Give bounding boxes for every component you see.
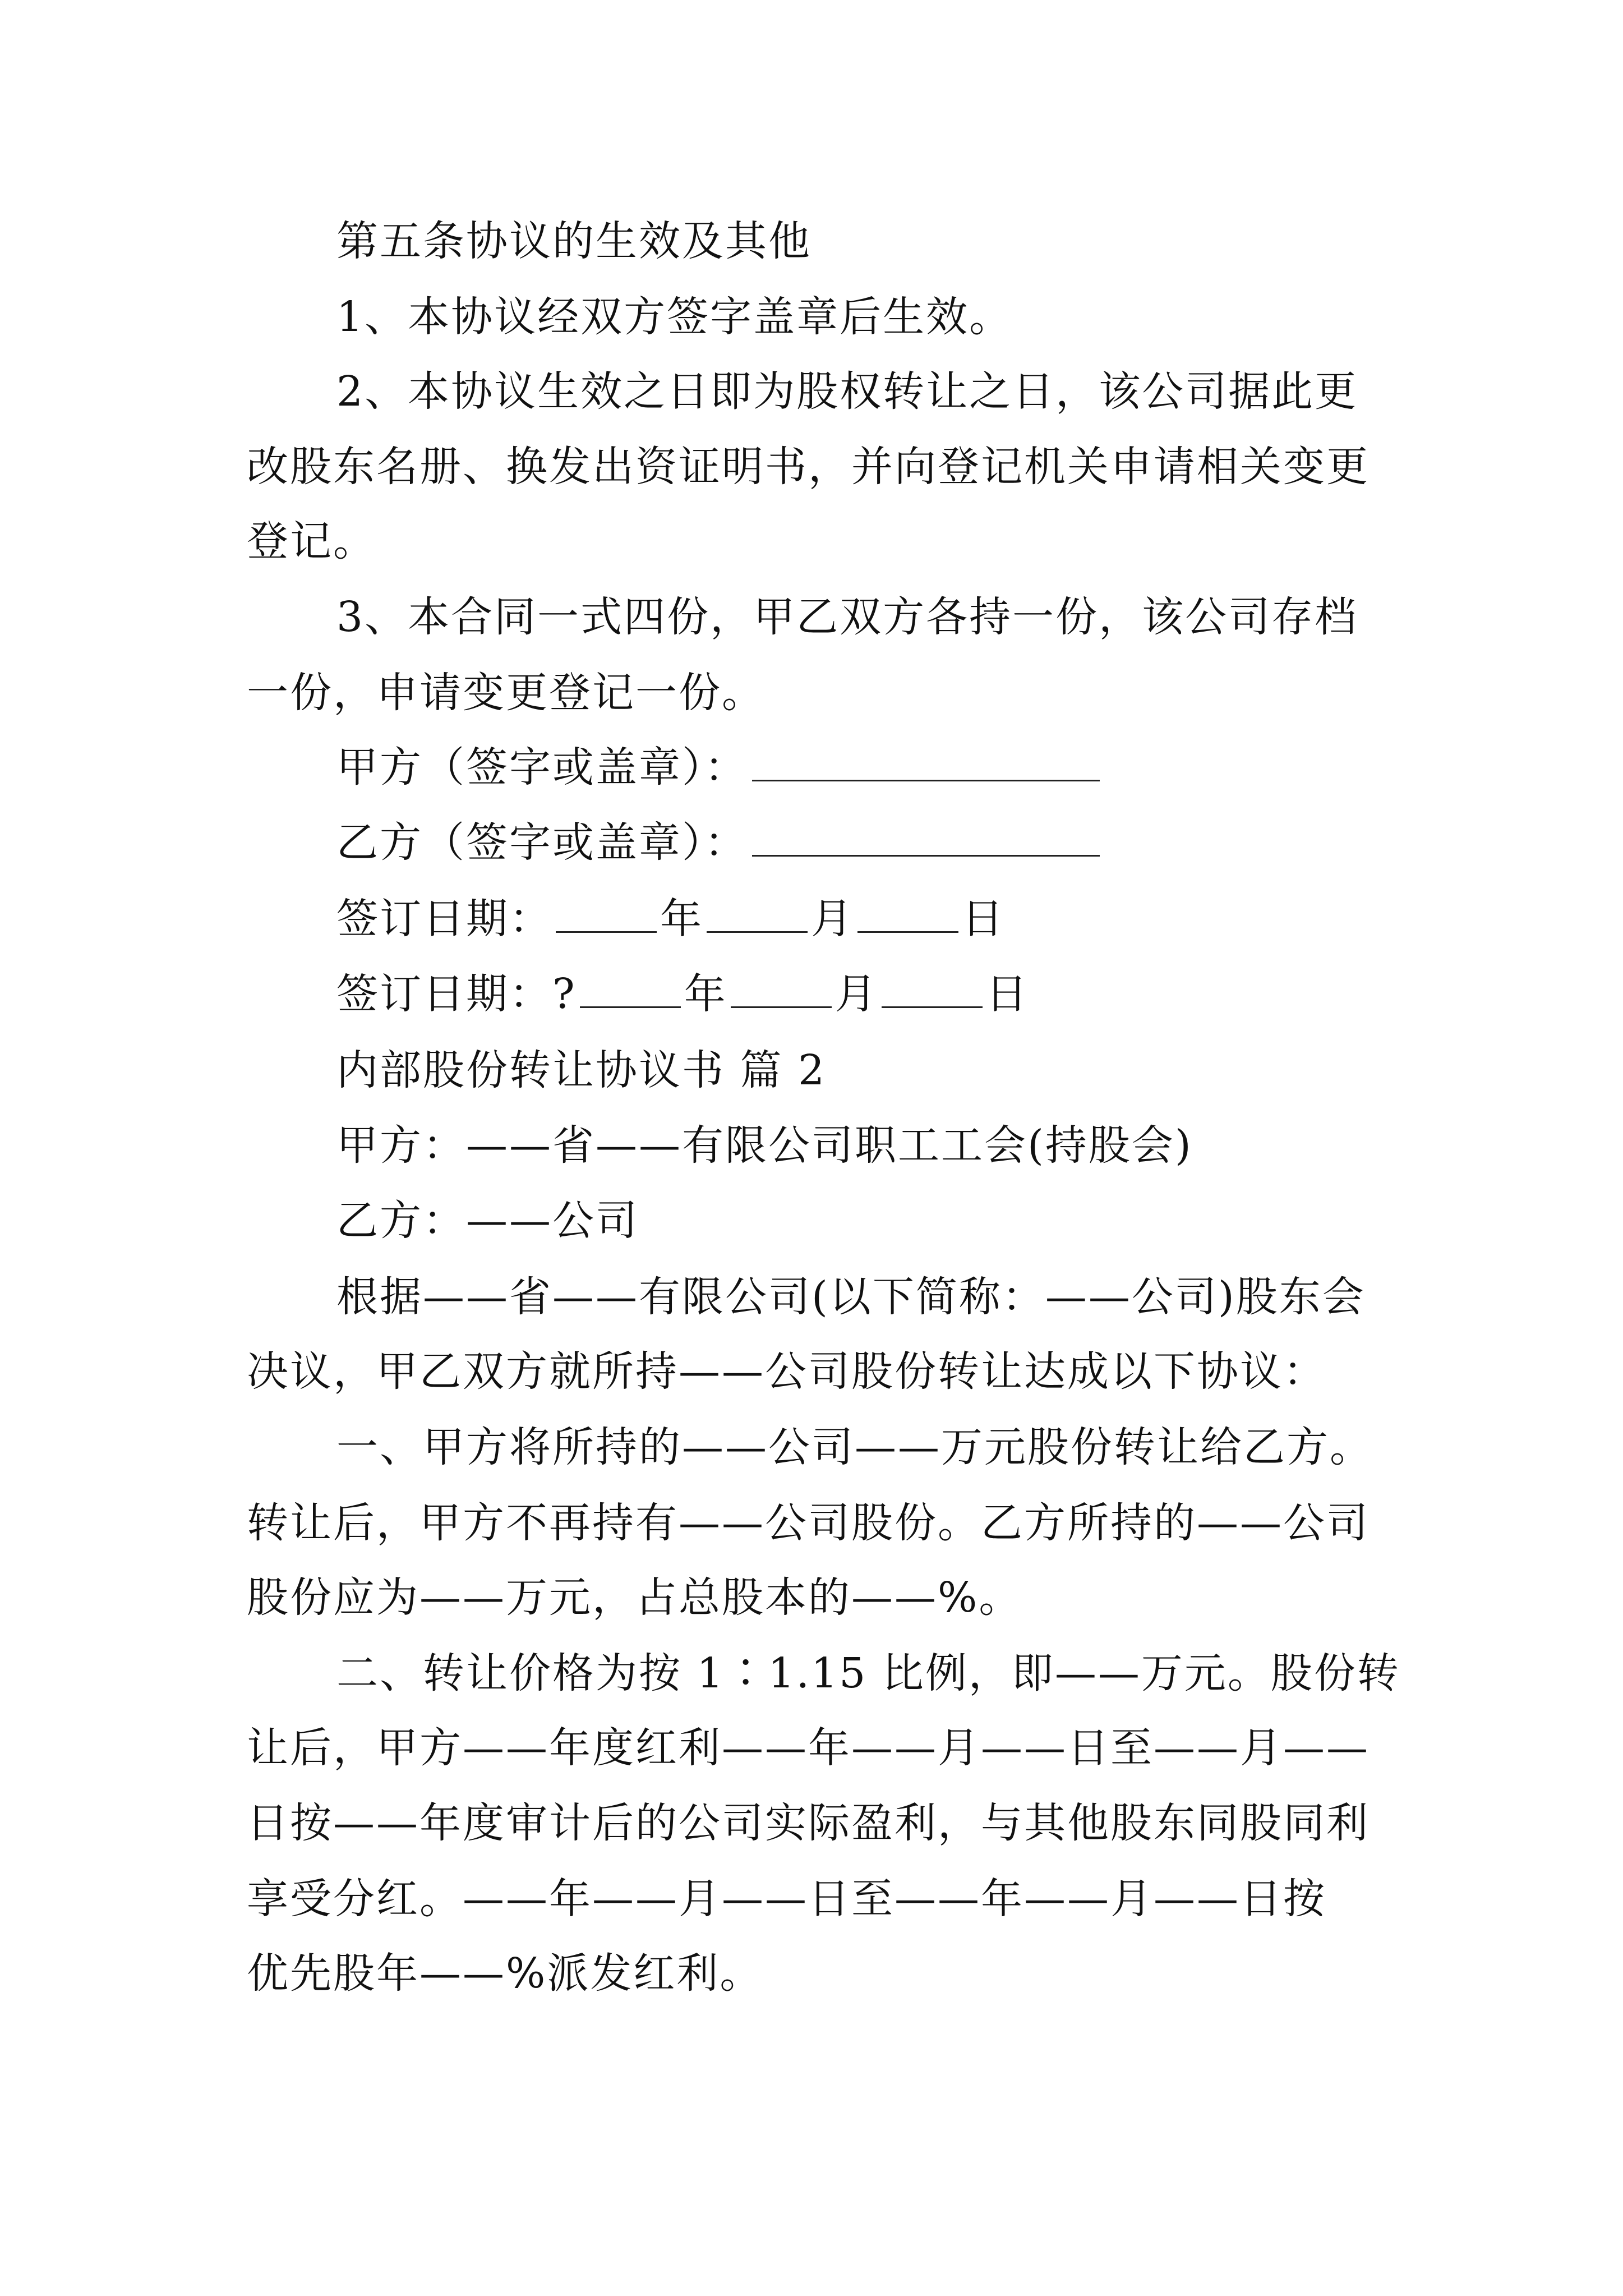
month-label: 月 — [834, 970, 878, 1018]
signing-date-line-2 — [336, 966, 1029, 1022]
party-a-line: 甲方：——省——有限公司职工工会(持股会) — [336, 1121, 1193, 1170]
day-label: 日 — [962, 895, 1005, 943]
agreement-title: 内部股份转让协议书 篇 2 — [336, 1046, 827, 1094]
section-one-line-2: 转让后，甲方不再持有——公司股份。乙方所持的——公司 — [247, 1499, 1370, 1547]
month-blank — [731, 972, 832, 1008]
year-blank — [556, 896, 657, 933]
preamble-line-2: 决议，甲乙双方就所持——公司股份转让达成以下协议： — [247, 1347, 1326, 1396]
party-b-signature-blank — [752, 820, 1100, 857]
party-a-signature-label: 甲方（签字或盖章）： — [336, 743, 748, 792]
signing-date-label: 签订日期： — [336, 895, 552, 943]
day-blank — [857, 896, 958, 933]
section-two-line-4: 享受分红。——年——月——日至——年——月——日按 — [247, 1875, 1326, 1923]
article-five-heading: 第五条协议的生效及其他 — [336, 217, 811, 265]
signing-date-line-1 — [336, 891, 1005, 947]
year-blank — [580, 972, 681, 1008]
party-b-signature-line — [336, 815, 1100, 871]
section-one-line-1: 一、甲方将所持的——公司——万元股份转让给乙方。 — [336, 1423, 1373, 1471]
year-label: 年 — [660, 895, 703, 943]
section-two-line-3: 日按——年度审计后的公司实际盈利，与其他股东同股同利 — [247, 1799, 1370, 1847]
clause-2-line-2: 改股东名册、换发出资证明书，并向登记机关申请相关变更 — [247, 443, 1370, 491]
clause-1: 1、本协议经双方签字盖章后生效。 — [336, 293, 1013, 341]
signing-date-label: 签订日期：? — [336, 970, 577, 1018]
clause-2-line-3: 登记。 — [247, 517, 376, 565]
section-one-line-3: 股份应为——万元，占总股本的——%。 — [247, 1573, 1022, 1622]
year-label: 年 — [684, 970, 727, 1018]
party-b-line: 乙方：——公司 — [336, 1197, 639, 1245]
month-label: 月 — [811, 895, 854, 943]
month-blank — [707, 896, 808, 933]
party-a-signature-line — [336, 739, 1100, 795]
preamble-line-1: 根据——省——有限公司(以下简称：——公司)股东会 — [336, 1273, 1366, 1321]
clause-3-line-2: 一份，申请变更登记一份。 — [247, 669, 765, 717]
party-b-signature-label: 乙方（签字或盖章）： — [336, 818, 748, 867]
clause-3-line-1: 3、本合同一式四份，甲乙双方各持一份，该公司存档 — [336, 593, 1358, 641]
day-blank — [882, 972, 983, 1008]
section-two-line-5: 优先股年——%派发红利。 — [247, 1949, 763, 1998]
section-two-line-2: 让后，甲方——年度红利——年——月——日至——月—— — [247, 1724, 1370, 1772]
section-two-line-1: 二、转让价格为按 1∶1.15 比例，即——万元。股份转 — [336, 1649, 1400, 1697]
clause-2-line-1: 2、本协议生效之日即为股权转让之日，该公司据此更 — [336, 367, 1358, 416]
party-a-signature-blank — [752, 745, 1100, 781]
day-label: 日 — [985, 970, 1029, 1018]
